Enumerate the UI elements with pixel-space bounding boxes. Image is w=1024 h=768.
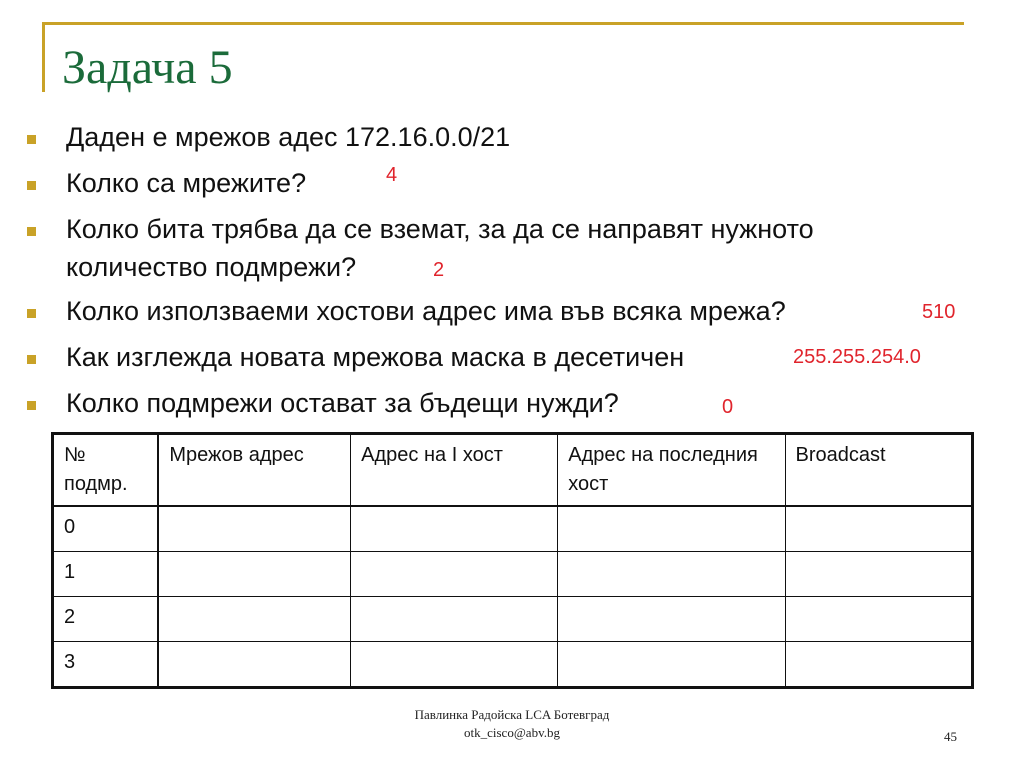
- table-cell: [158, 506, 350, 552]
- column-header-network-address: Мрежов адрес: [158, 434, 350, 507]
- table-cell: [351, 552, 558, 597]
- footer: [312, 706, 712, 742]
- table-cell: [158, 642, 350, 688]
- table-row: [53, 506, 973, 552]
- table-cell: [785, 597, 973, 642]
- table-cell: [351, 506, 558, 552]
- table-row: [53, 552, 973, 597]
- slide-title: Задача 5: [62, 41, 233, 94]
- table-cell: [785, 642, 973, 688]
- bullet-3-text: Колко бита трябва да се вземат, за да се направят нужното: [66, 214, 814, 244]
- bullet-marker: [27, 135, 36, 144]
- bullet-marker: [27, 401, 36, 410]
- bullet-marker: [27, 309, 36, 318]
- bullet-6-text: Колко подмрежи остават за бъдещи нужди?: [66, 388, 619, 418]
- table-row: [53, 642, 973, 688]
- table-row: [53, 597, 973, 642]
- bullet-5-text: Как изглежда новата мрежова маска в десетичен: [66, 342, 685, 372]
- table-cell: [351, 642, 558, 688]
- table-cell: [351, 597, 558, 642]
- bullet-4-text: Колко използваеми хостови адрес има във всяка мрежа?: [66, 296, 786, 326]
- table-cell: [785, 506, 973, 552]
- table-header-row: [53, 434, 973, 507]
- table-cell: [558, 597, 785, 642]
- table-cell: 0: [53, 506, 159, 552]
- bullet-marker: [27, 181, 36, 190]
- bullet-1-text: Даден е мрежов адес 172.16.0.0/21: [66, 122, 511, 152]
- column-header-broadcast: Broadcast: [785, 434, 973, 507]
- table-cell: [558, 552, 785, 597]
- footer-author: Павлинка Радойска LCA Ботевград: [414, 707, 610, 722]
- answer-6: 0: [722, 396, 734, 418]
- answer-3: 2: [433, 259, 445, 281]
- table-cell: [785, 552, 973, 597]
- bullet-2-text: Колко са мрежите?: [66, 168, 307, 198]
- bullet-marker: [27, 227, 36, 236]
- table-cell: [158, 597, 350, 642]
- table-cell: [158, 552, 350, 597]
- bullet-3-text-line2: количество подмрежи?: [66, 252, 357, 282]
- column-header-first-host: Адрес на I хост: [351, 434, 558, 507]
- table-cell: 1: [53, 552, 159, 597]
- table-cell: [558, 506, 785, 552]
- column-header-subnet-number: № подмр.: [53, 434, 159, 507]
- table-cell: 3: [53, 642, 159, 688]
- answer-2: 4: [386, 164, 398, 186]
- column-header-last-host: Адрес на последния хост: [558, 434, 785, 507]
- answer-5: 255.255.254.0: [793, 346, 921, 368]
- table-cell: 2: [53, 597, 159, 642]
- answer-4: 510: [922, 301, 956, 323]
- table-cell: [558, 642, 785, 688]
- bullet-marker: [27, 355, 36, 364]
- footer-email: otk_cisco@abv.bg: [464, 725, 560, 740]
- page-number: 45: [944, 729, 957, 744]
- subnet-table: [51, 432, 974, 689]
